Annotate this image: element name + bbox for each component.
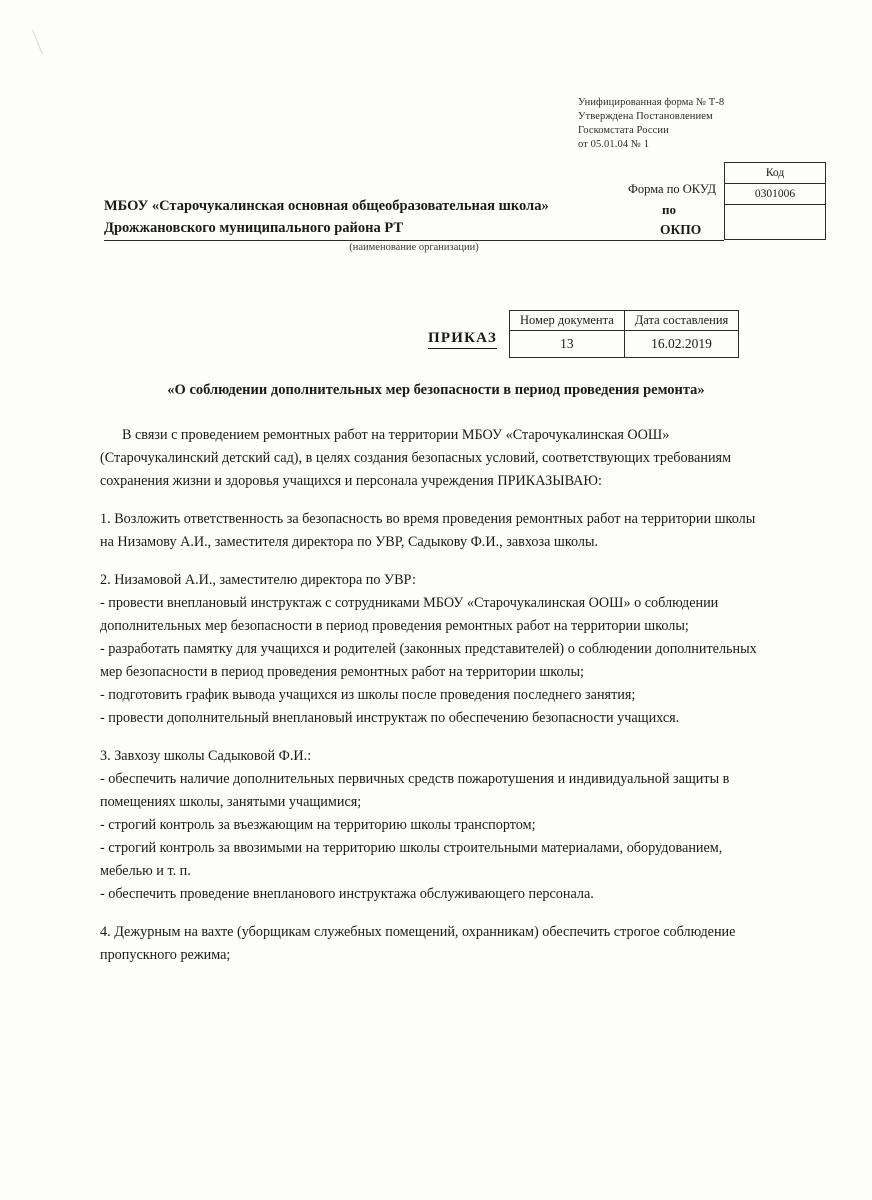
document-number-table <box>509 310 739 358</box>
value-doc-date: 16.02.2019 <box>624 331 739 358</box>
code-header: Код <box>725 163 825 184</box>
document-title: «О соблюдении дополнительных мер безопасности в период проведения ремонта» <box>167 382 705 398</box>
body-paragraph: - подготовить график вывода учащихся из школы после проведения последнего занятия; <box>100 687 636 703</box>
value-doc-number: 13 <box>510 331 625 358</box>
organization-name-line-1: МБОУ «Старочукалинская основная общеобразовательная школа» <box>104 198 549 214</box>
body-paragraph: - обеспечить наличие дополнительных первичных средств пожаротушения и индивидуальной защиты в помещениях школы, занятыми учащимися; <box>100 771 730 810</box>
po-label: по <box>662 202 676 217</box>
form-meta-line-1: Унифицированная форма № Т-8 <box>578 97 725 108</box>
organization-underline <box>104 240 724 241</box>
okud-value: 0301006 <box>725 184 825 205</box>
paragraph-spacer <box>100 493 772 508</box>
form-meta-line-2: Утверждена Постановлением <box>578 110 713 122</box>
header-doc-date: Дата составления <box>624 311 739 331</box>
table-row <box>510 331 739 358</box>
paragraph-spacer <box>100 730 772 745</box>
body-paragraph: - обеспечить проведение внепланового инструктажа обслуживающего персонала. <box>100 886 594 902</box>
okud-label: Форма по ОКУД <box>628 182 716 196</box>
body-paragraph: - строгий контроль за ввозимыми на территорию школы строительными материалами, оборудованием, мебелью и т. п. <box>100 840 723 879</box>
organization-caption: (наименование организации) <box>349 242 479 253</box>
body-paragraph: - провести внеплановый инструктаж с сотрудниками МБОУ «Старочукалинская ООШ» о соблюдении дополнительных мер безопасности в период проведения ремонтных работ на территории школы; <box>100 595 719 634</box>
paragraph-spacer <box>100 554 772 569</box>
table-header-row <box>510 311 739 331</box>
organization-name-line-2: Дрожжановского муниципального района РТ <box>104 219 404 236</box>
body-paragraph: 4. Дежурным на вахте (уборщикам служебных помещений, охранникам) обеспечить строгое соблюдение пропускного режима; <box>100 924 736 963</box>
body-paragraph: 1. Возложить ответственность за безопасность во время проведения ремонтных работ на территории школы на Низамову А.И., заместителя директора по УВР, Садыкову Ф.И., завхоза школы. <box>100 511 756 550</box>
body-paragraph: - строгий контроль за въезжающим на территорию школы транспортом; <box>100 817 536 833</box>
scan-artifact <box>32 20 67 54</box>
organization-name <box>104 196 664 240</box>
prikaz-label: ПРИКАЗ <box>428 330 497 349</box>
body-paragraph: В связи с проведением ремонтных работ на территории МБОУ «Старочукалинская ООШ» (Старочукалинский детский сад), в целях создания безопасных условий, соответствующих требованиям сохранения жизни и здоровья учащихся и персонала учреждения ПРИКАЗЫВАЮ: <box>100 427 732 489</box>
form-meta-block <box>578 96 724 151</box>
okud-code-table <box>724 162 826 240</box>
body-paragraph: - разработать памятку для учащихся и родителей (законных представителей) о соблюдении дополнительных мер безопасности в период проведения ремонтных работ на территории школы; <box>100 641 757 680</box>
okpo-value <box>725 205 825 239</box>
document-body <box>100 424 772 967</box>
body-paragraph: - провести дополнительный внеплановый инструктаж по обеспечению безопасности учащихся. <box>100 710 680 726</box>
form-meta-line-3: Госкомстата России <box>578 124 669 136</box>
body-paragraph: 3. Завхозу школы Садыковой Ф.И.: <box>100 748 312 764</box>
body-paragraph: 2. Низамовой А.И., заместителю директора по УВР: <box>100 572 416 588</box>
paragraph-spacer <box>100 906 772 921</box>
form-meta-line-4: от 05.01.04 № 1 <box>578 138 650 150</box>
okpo-label: ОКПО <box>660 222 702 237</box>
header-doc-number: Номер документа <box>510 311 625 331</box>
